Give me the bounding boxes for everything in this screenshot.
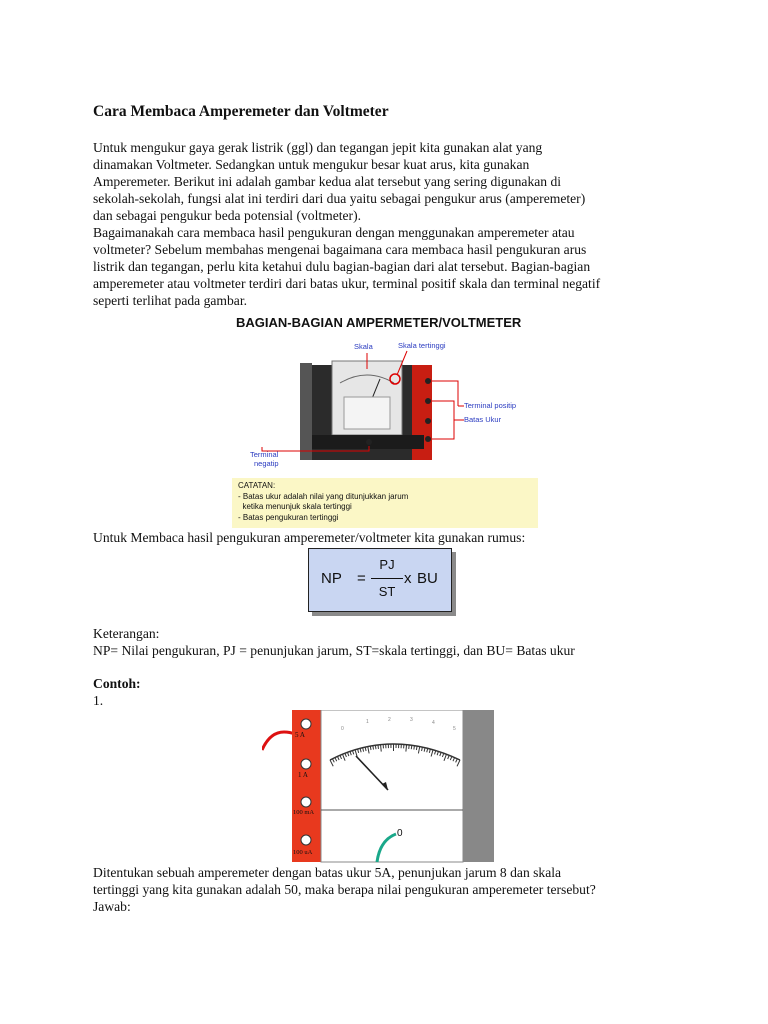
keterangan-title: Keterangan: xyxy=(93,626,160,641)
dial-label: 1 xyxy=(366,719,369,725)
label-terminal-negatip: Terminal xyxy=(250,450,279,459)
formula-times: x xyxy=(404,570,412,587)
keterangan-section xyxy=(93,625,683,659)
page-title: Cara Membaca Amperemeter dan Voltmeter xyxy=(93,103,389,120)
label-skala: Skala xyxy=(354,342,373,351)
example-number: 1. xyxy=(93,693,104,708)
contoh-title: Contoh: xyxy=(93,676,141,691)
scale-tick xyxy=(375,745,376,749)
scale-tick xyxy=(411,745,412,749)
intro-line: dan sebagai pengukur beda potensial (voltmeter). xyxy=(93,208,362,223)
formula-eq: = xyxy=(357,570,366,587)
note-line: - Batas ukur adalah nilai yang ditunjukkan jarum xyxy=(238,492,409,501)
intro-line: Bagaimanakah cara membaca hasil pengukuran dengan menggunakan amperemeter atau xyxy=(93,225,575,240)
dial-label: 2 xyxy=(388,717,391,723)
fraction-bar xyxy=(371,578,403,579)
terminal-label: 100 mA xyxy=(293,809,315,816)
label-terminal-positip: Terminal positip xyxy=(464,401,517,410)
lower-scale-label: 0 xyxy=(397,828,403,839)
scale-tick xyxy=(373,746,374,750)
note-box xyxy=(232,478,538,528)
scale-tick xyxy=(381,745,382,752)
figure-title: BAGIAN-BAGIAN AMPERMETER/VOLTMETER xyxy=(236,315,522,330)
intro-line: listrik dan tegangan, perlu kita ketahui dulu bagian-bagian dari alat tersebut. Bagian-bagian xyxy=(93,259,591,274)
intro-line: dinamakan Voltmeter. Sedangkan untuk mengukur besar kuat arus, kita gunakan xyxy=(93,157,530,172)
formula-intro xyxy=(93,529,683,546)
dial-label: 5 xyxy=(453,726,456,732)
problem-line: Jawab: xyxy=(93,899,131,914)
amperemeter-figure xyxy=(262,710,496,865)
note-title: CATATAN: xyxy=(238,481,276,490)
intro-paragraph xyxy=(93,139,683,309)
note-line: ketika menunjuk skala tertinggi xyxy=(238,502,352,511)
meter-parts-figure xyxy=(232,313,540,528)
dial-label: 0 xyxy=(341,726,344,732)
intro-line: seperti terlihat pada gambar. xyxy=(93,293,247,308)
intro-line: sekolah-sekolah, fungsi alat ini terdiri dari dua yaitu sebagai pengukur arus (amperemeter) xyxy=(93,191,586,206)
terminal-label: 1 A xyxy=(298,771,308,779)
scale-tick xyxy=(414,746,415,750)
formula-denominator: ST xyxy=(378,584,396,599)
label-skala-tertinggi: Skala tertinggi xyxy=(398,341,446,350)
intro-line: Amperemeter. Berikut ini adalah gambar kedua alat tersebut yang sering digunakan di xyxy=(93,174,562,189)
formula-lhs: NP xyxy=(321,570,342,587)
label-batas-ukur: Batas Ukur xyxy=(464,415,502,424)
dial-label: 3 xyxy=(410,717,413,723)
formula-numerator: PJ xyxy=(379,557,395,572)
problem-paragraph xyxy=(93,864,683,915)
dial-label: 4 xyxy=(432,720,435,726)
terminal-label: 100 uA xyxy=(293,849,313,856)
problem-line: tertinggi yang kita gunakan adalah 50, maka berapa nilai pengukuran amperemeter tersebut? xyxy=(93,882,596,897)
scale-tick xyxy=(370,746,371,750)
note-line: - Batas pengukuran tertinggi xyxy=(238,513,339,522)
formula-rhs: BU xyxy=(417,570,438,587)
intro-line: voltmeter? Sebelum membahas mengenai bagaimana cara membaca hasil pengukuran arus xyxy=(93,242,587,257)
scale-tick xyxy=(406,745,407,752)
problem-line: Ditentukan sebuah amperemeter dengan batas ukur 5A, penunjukan jarum 8 dan skala xyxy=(93,865,562,880)
formula-box xyxy=(308,548,452,612)
scale-tick xyxy=(416,746,417,750)
intro-line: Untuk mengukur gaya gerak listrik (ggl) dan tegangan jepit kita gunakan alat yang xyxy=(93,140,543,155)
formula-intro-text: Untuk Membaca hasil pengukuran amperemeter/voltmeter kita gunakan rumus: xyxy=(93,530,526,545)
keterangan-text: NP= Nilai pengukuran, PJ = penunjukan jarum, ST=skala tertinggi, dan BU= Batas ukur xyxy=(93,643,575,658)
intro-line: amperemeter atau voltmeter terdiri dari batas ukur, terminal positif skala dan terminal negatif xyxy=(93,276,601,291)
label-terminal-negatip-2: negatip xyxy=(254,459,279,468)
terminal-label: 5 A xyxy=(295,731,305,739)
